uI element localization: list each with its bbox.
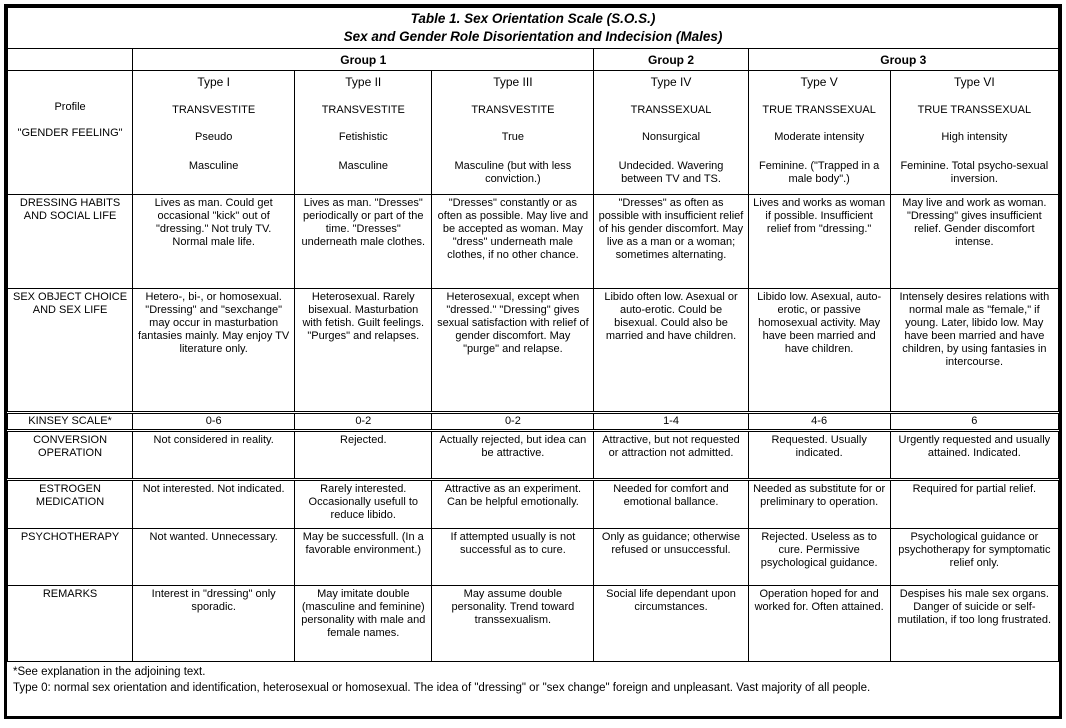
row-label: PSYCHOTHERAPY — [8, 529, 133, 586]
profile-category: TRANSSEXUAL — [630, 103, 712, 116]
profile-category: TRUE TRANSSEXUAL — [917, 103, 1032, 116]
table-cell: If attempted usually is not successful as to cure. — [432, 529, 594, 586]
profile-label-line1: Profile — [54, 101, 86, 114]
profile-feeling: Masculine (but with less conviction.) — [454, 159, 572, 185]
profile-row-label — [8, 71, 133, 195]
table-cell: 0-6 — [133, 413, 295, 431]
table-cell: Rejected. Useless as to cure. Permissive psychological guidance. — [748, 529, 890, 586]
type-header: Type III — [493, 75, 533, 90]
table-cell: Requested. Usually indicated. — [748, 431, 890, 480]
table-row — [8, 195, 1059, 289]
type-header: Type VI — [954, 75, 995, 90]
table-cell: Required for partial relief. — [890, 480, 1058, 529]
table-cell: Actually rejected, but idea can be attractive. — [432, 431, 594, 480]
profile-subtype: Nonsurgical — [641, 130, 701, 143]
table-cell: May assume double personality. Trend toward transsexualism. — [432, 586, 594, 662]
table-cell: "Dresses" constantly or as often as possible. May live and be accepted as woman. May "dress" underneath male clothes, if no other chance. — [432, 195, 594, 289]
table-cell: Despises his male sex organs. Danger of suicide or self-mutilation, if too long frustrated. — [890, 586, 1058, 662]
table-cell: May live and work as woman. "Dressing" gives insufficient relief. Gender discomfort intense. — [890, 195, 1058, 289]
profile-subtype: Pseudo — [195, 130, 233, 143]
group-header-row — [8, 49, 1059, 71]
profile-subtype: Moderate intensity — [774, 130, 865, 143]
table-cell: Social life dependant upon circumstances. — [594, 586, 748, 662]
group-header-empty — [8, 49, 133, 71]
type-header: Type V — [800, 75, 838, 90]
type-header: Type I — [197, 75, 230, 90]
row-label: SEX OBJECT CHOICE AND SEX LIFE — [8, 289, 133, 413]
table-row — [8, 586, 1059, 662]
profile-category: TRANSVESTITE — [172, 103, 256, 116]
table-cell: Attractive as an experiment. Can be helpful emotionally. — [432, 480, 594, 529]
table-row — [8, 413, 1059, 431]
table-cell: Not wanted. Unnecessary. — [133, 529, 295, 586]
profile-cell-type1 — [133, 71, 295, 195]
table-cell: Heterosexual, except when "dressed." "Dressing" gives sexual satisfaction with relief of gender discomfort. May "purge" and relapse. — [432, 289, 594, 413]
profile-cell-type2 — [295, 71, 432, 195]
table-cell: 4-6 — [748, 413, 890, 431]
profile-subtype: True — [501, 130, 524, 143]
profile-category: TRUE TRANSSEXUAL — [762, 103, 876, 116]
table-cell: Hetero-, bi-, or homosexual. "Dressing" and "sexchange" may occur in masturbation fantasies mainly. May enjoy TV literature only. — [133, 289, 295, 413]
table-cell: Libido low. Asexual, auto-erotic, or passive homosexual activity. May have been married and have children. — [748, 289, 890, 413]
table-cell: Attractive, but not requested or attraction not admitted. — [594, 431, 748, 480]
profile-feeling: Masculine — [338, 159, 389, 172]
table-cell: 0-2 — [432, 413, 594, 431]
profile-cell-type3 — [432, 71, 594, 195]
type-header: Type II — [345, 75, 382, 90]
profile-feeling: Masculine — [188, 159, 239, 172]
table-cell: Only as guidance; otherwise refused or unsuccessful. — [594, 529, 748, 586]
table-cell: Lives and works as woman if possible. Insufficient relief from "dressing." — [748, 195, 890, 289]
table-cell: 6 — [890, 413, 1058, 431]
sos-table — [7, 7, 1059, 662]
footnote-line2: Type 0: normal sex orientation and identification, heterosexual or homosexual. The idea of "dressing" or "sex change" foreign and unpleasant. Vast majority of all people. — [13, 681, 871, 694]
table-cell: May imitate double (masculine and feminine) personality with male and female names. — [295, 586, 432, 662]
profile-cell-type6 — [890, 71, 1058, 195]
row-label: REMARKS — [8, 586, 133, 662]
profile-category: TRANSVESTITE — [321, 103, 405, 116]
profile-feeling: Undecided. Wavering between TV and TS. — [618, 159, 724, 185]
footnotes — [7, 662, 1059, 716]
table-cell: Not interested. Not indicated. — [133, 480, 295, 529]
profile-cell-type4 — [594, 71, 748, 195]
row-label: ESTROGEN MEDICATION — [8, 480, 133, 529]
row-label: KINSEY SCALE* — [8, 413, 133, 431]
table-title-line1: Table 1. Sex Orientation Scale (S.O.S.) — [410, 11, 656, 26]
group-header-1: Group 1 — [133, 49, 594, 71]
table-cell: Urgently requested and usually attained. Indicated. — [890, 431, 1058, 480]
profile-subtype: High intensity — [941, 130, 1008, 143]
profile-category: TRANSVESTITE — [471, 103, 555, 116]
table-cell: Rejected. — [295, 431, 432, 480]
row-label: DRESSING HABITS AND SOCIAL LIFE — [8, 195, 133, 289]
group-header-2: Group 2 — [594, 49, 748, 71]
table-cell: Rarely interested. Occasionally usefull to reduce libido. — [295, 480, 432, 529]
profile-cell-type5 — [748, 71, 890, 195]
footnote-line1: *See explanation in the adjoining text. — [13, 666, 206, 679]
group-header-3: Group 3 — [748, 49, 1058, 71]
profile-feeling: Feminine. ("Trapped in a male body".) — [758, 159, 880, 185]
table-cell: Intensely desires relations with normal male as "female," if young. Later, libido low. May have been married and have children, by using fantasies in intercourse. — [890, 289, 1058, 413]
table-cell: 1-4 — [594, 413, 748, 431]
table-cell: Lives as man. "Dresses" periodically or part of the time. "Dresses" underneath male clothes. — [295, 195, 432, 289]
profile-subtype: Fetishistic — [338, 130, 388, 143]
table-row — [8, 289, 1059, 413]
table-row — [8, 529, 1059, 586]
table-cell: Needed as substitute for or preliminary to operation. — [748, 480, 890, 529]
title-row — [8, 8, 1059, 49]
table-cell: Operation hoped for and worked for. Often attained. — [748, 586, 890, 662]
table-cell: 0-2 — [295, 413, 432, 431]
type-header: Type IV — [650, 75, 692, 90]
table-title-line2: Sex and Gender Role Disorientation and Indecision (Males) — [343, 29, 723, 45]
table-cell: Libido often low. Asexual or auto-erotic. Could be bisexual. Could also be married and have children. — [594, 289, 748, 413]
table-cell: Lives as man. Could get occasional "kick" out of "dressing." Not truly TV. Normal male life. — [133, 195, 295, 289]
profile-label-line2: "GENDER FEELING" — [17, 127, 123, 140]
table-cell: Psychological guidance or psychotherapy for symptomatic relief only. — [890, 529, 1058, 586]
table-cell: "Dresses" as often as possible with insufficient relief of his gender discomfort. May live as a man or a woman; sometimes alternating. — [594, 195, 748, 289]
table-title — [8, 8, 1059, 49]
table-cell: Interest in "dressing" only sporadic. — [133, 586, 295, 662]
document-page — [4, 4, 1062, 719]
profile-row — [8, 71, 1059, 195]
table-cell: Needed for comfort and emotional ballance. — [594, 480, 748, 529]
profile-feeling: Feminine. Total psycho-sexual inversion. — [900, 159, 1049, 185]
row-label: CONVERSION OPERATION — [8, 431, 133, 480]
table-row — [8, 431, 1059, 480]
table-row — [8, 480, 1059, 529]
table-cell: Heterosexual. Rarely bisexual. Masturbation with fetish. Guilt feelings. "Purges" and relapses. — [295, 289, 432, 413]
table-cell: May be successfull. (In a favorable environment.) — [295, 529, 432, 586]
table-cell: Not considered in reality. — [133, 431, 295, 480]
